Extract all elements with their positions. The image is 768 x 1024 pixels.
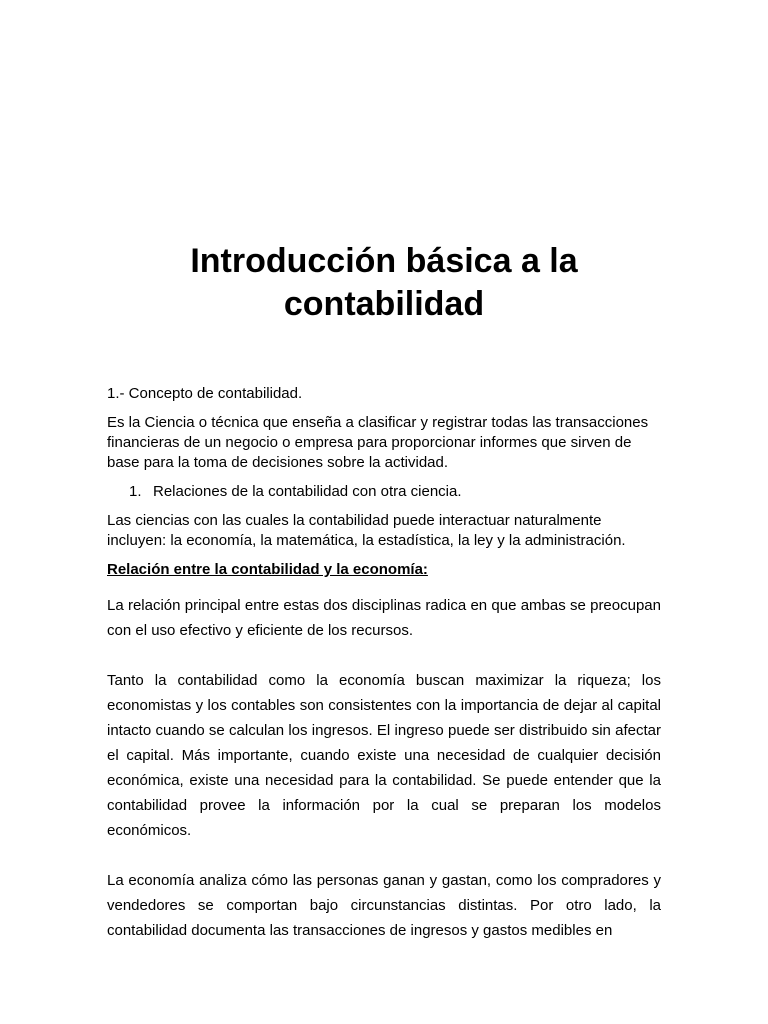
numbered-list-item [107,482,661,502]
sciences-paragraph: Las ciencias con las cuales la contabilidad puede interactuar naturalmente incluyen: la economía, la matemática, la estadística, la ley y la administración. [107,512,626,549]
body-paragraph-2: Tanto la contabilidad como la economía buscan maximizar la riqueza; los economistas y los contables son consistentes con la importancia de dejar al capital intacto cuando se calculan los ingresos. El ingreso puede ser distribuido sin afectar el capital. Más importante, cuando existe una necesidad de cualquier decisión económica, existe una necesidad para la contabilidad. Se puede entender que la contabilidad provee la información por la cual se preparan los modelos económicos. [107,672,661,839]
document-title [0,240,768,326]
document-body [107,384,661,943]
list-number: 1. [129,483,142,500]
body-paragraph-1: La relación principal entre estas dos disciplinas radica en que ambas se preocupan con el uso efectivo y eficiente de los recursos. [107,597,661,639]
section-heading: Relación entre la contabilidad y la economía: [107,561,428,578]
section-concepto: 1.- Concepto de contabilidad. [107,385,303,402]
definition-paragraph: Es la Ciencia o técnica que enseña a clasificar y registrar todas las transacciones financieras de un negocio o empresa para proporcionar informes que sirven de base para la toma de decisiones sobre la actividad. [107,414,649,471]
title-line-2: contabilidad [283,285,485,323]
list-item-text: Relaciones de la contabilidad con otra ciencia. [153,483,462,500]
title-line-1: Introducción básica a la [190,242,578,280]
body-paragraph-3: La economía analiza cómo las personas ganan y gastan, como los compradores y vendedores se comportan bajo circunstancias distintas. Por otro lado, la contabilidad documenta las transacciones de ingresos y gastos medibles en [107,872,661,939]
